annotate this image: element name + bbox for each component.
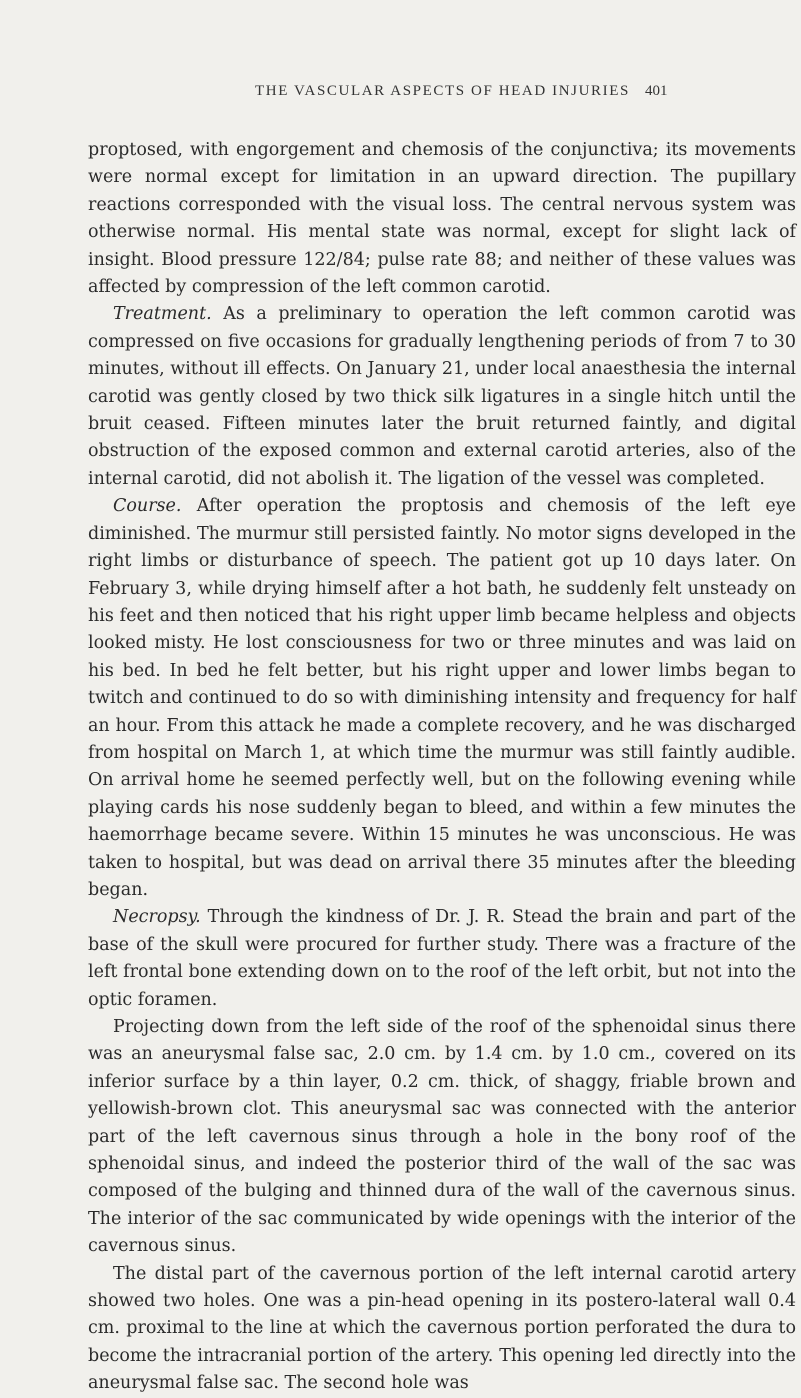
paragraph-course xyxy=(88,493,796,904)
paragraph-necropsy xyxy=(88,904,796,1014)
paragraph-text: Through the kindness of Dr. J. R. Stead the brain and part of the base of the skull were procured for further study. There was a fracture of the left frontal bone extending down on to the roof of the left orbit, but not into the optic foramen. xyxy=(88,907,796,1010)
run-in-heading-treatment: Treatment. xyxy=(113,304,212,325)
paragraph-treatment xyxy=(88,301,796,493)
paragraph-text: As a preliminary to operation the left common carotid was compressed on five occasions for gradually lengthening periods of from 7 to 30 minutes, without ill effects. On January 21, under local anaesthesia the internal carotid was gently closed by two thick silk ligatures in a single hitch until the bruit ceased. Fifteen minutes later the bruit returned faintly, and digital obstruction of the exposed common and external carotid arteries, also of the internal carotid, did not abolish it. The ligation of the vessel was completed. xyxy=(88,304,796,489)
paragraph-text: Projecting down from the left side of the roof of the sphenoidal sinus there was an aneurysmal false sac, 2.0 cm. by 1.4 cm. by 1.0 cm., covered on its inferior surface by a thin layer, 0.2 cm. thick, of shaggy, friable brown and yellowish-brown clot. This aneurysmal sac was connected with the anterior part of the left cavernous sinus through a hole in the bony roof of the sphenoidal sinus, and indeed the posterior third of the wall of the sac was composed of the bulging and thinned dura of the wall of the cavernous sinus. The interior of the sac communicated by wide openings with the interior of the cavernous sinus. xyxy=(88,1017,796,1257)
running-title: THE VASCULAR ASPECTS OF HEAD INJURIES xyxy=(255,83,630,99)
run-in-heading-course: Course. xyxy=(113,496,182,517)
paragraph-text: proptosed, with engorgement and chemosis of the conjunctiva; its movements were normal except for limitation in an upward direction. The pupillary reactions corresponded with the visual loss. The central nervous system was otherwise normal. His mental state was normal, except for slight lack of insight. Blood pressure 122/84; pulse rate 88; and neither of these values was affected by compression of the left common carotid. xyxy=(88,140,796,298)
run-in-heading-necropsy: Necropsy. xyxy=(113,907,201,928)
paragraph-text: The distal part of the cavernous portion of the left internal carotid artery showed two holes. One was a pin-head opening in its postero-lateral wall 0.4 cm. proximal to the line at which the cavernous portion perforated the dura to become the intracranial portion of the artery. This opening led directly into the aneurysmal false sac. The second hole was xyxy=(88,1263,796,1394)
paragraph-aneurysmal-sac xyxy=(88,1014,796,1261)
paragraph-continuation xyxy=(88,137,796,301)
page-number: 401 xyxy=(645,83,668,99)
paragraph-distal-carotid xyxy=(88,1261,796,1398)
paragraph-text: After operation the proptosis and chemosis of the left eye diminished. The murmur still persisted faintly. No motor signs developed in the right limbs or disturbance of speech. The patient got up 10 days later. On February 3, while drying himself after a hot bath, he suddenly felt unsteady on his feet and then noticed that his right upper limb became helpless and objects looked misty. He lost consciousness for two or three minutes and was laid on his bed. In bed he felt better, but his right upper and lower limbs began to twitch and continued to do so with diminishing intensity and frequency for half an hour. From this attack he made a complete recovery, and he was discharged from hospital on March 1, at which time the murmur was still faintly audible. On arrival home he seemed perfectly well, but on the following evening while playing cards his nose suddenly began to bleed, and within a few minutes the haemorrhage became severe. Within 15 minutes he was unconscious. He was taken to hospital, but was dead on arrival there 35 minutes after the bleeding began. xyxy=(88,496,796,900)
body-text xyxy=(88,137,796,1398)
